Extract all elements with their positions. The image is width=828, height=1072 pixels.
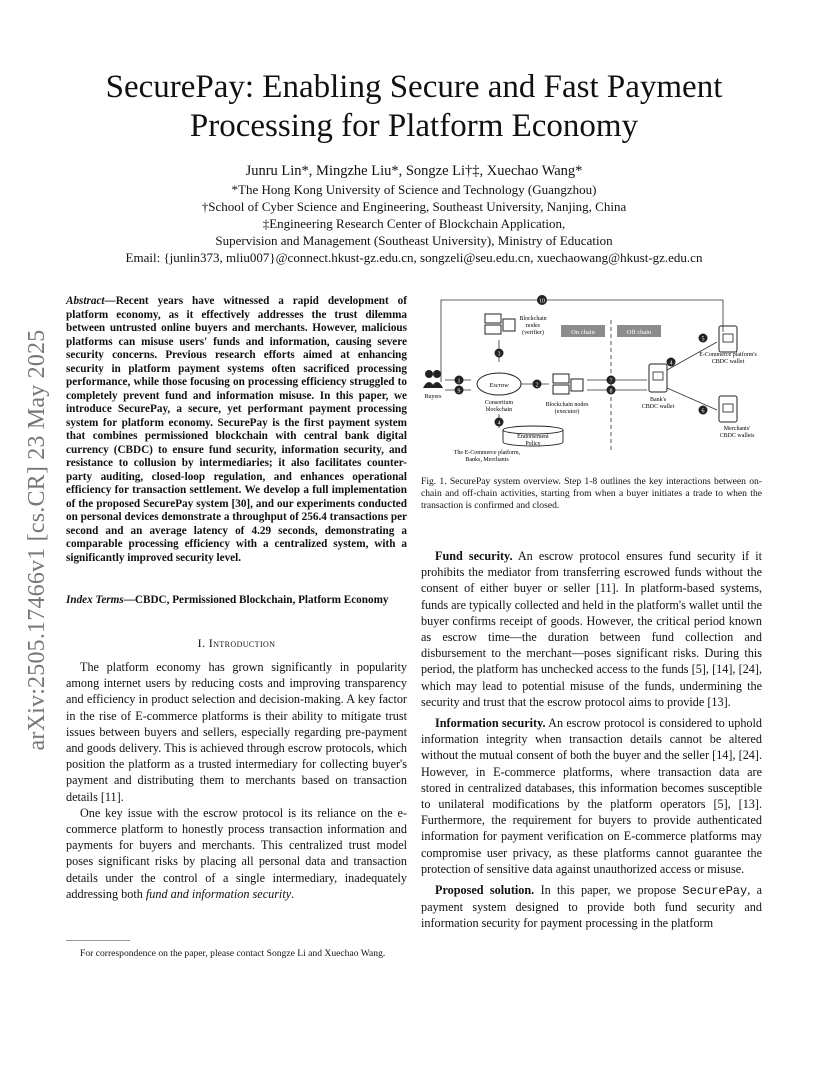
- footnote: [66, 948, 407, 960]
- affiliation-1: *The Hong Kong University of Science and Technology (Guangzhou): [231, 182, 597, 197]
- footnote-rule: [66, 940, 130, 941]
- fig-escrow-label: Escrow: [489, 382, 509, 389]
- footnote-text: For correspondence on the paper, please contact Songze Li and Xuechao Wang.: [80, 948, 386, 959]
- svg-text:Banks, Merchants: Banks, Merchants: [465, 457, 509, 463]
- fig-buyers-label: Buyers: [424, 394, 442, 400]
- title-line-2: Processing for Platform Economy: [189, 108, 639, 144]
- affiliation-4: Supervision and Management (Southeast University), Ministry of Education: [215, 233, 613, 248]
- proposed-solution-text-2: , a payment system designed to provide both fund security and information security for payment processing in the platform: [421, 883, 762, 931]
- svg-text:(executor): (executor): [554, 409, 580, 415]
- fig-executor-nodes: [553, 374, 583, 394]
- information-security-heading: Information security.: [435, 716, 546, 731]
- right-column-body: [421, 548, 762, 937]
- svg-text:7: 7: [609, 378, 613, 385]
- arxiv-stamp: [22, 300, 52, 780]
- fig-executor-label: Blockchain nodes: [545, 402, 589, 408]
- author-list: Junru Lin*, Mingzhe Liu*, Songze Li†‡, Xuechao Wang*: [245, 163, 583, 179]
- svg-text:CBDC wallet: CBDC wallet: [711, 359, 745, 365]
- affiliation-2: †School of Cyber Science and Engineering, Southeast University, Nanjing, China: [201, 199, 627, 214]
- author-emails: Email: {junlin373, mliu007}@connect.hkust-gz.edu.cn, songzeli@seu.edu.cn, xuechaowang@hkust-gz.edu.cn: [125, 250, 703, 265]
- securepay-name: SecurePay: [682, 884, 748, 899]
- fig-verifier-label: Blockchain: [519, 316, 547, 322]
- index-terms: [66, 594, 407, 608]
- svg-text:9: 9: [457, 388, 461, 395]
- paper-title: [60, 68, 768, 146]
- svg-text:4: 4: [669, 360, 673, 367]
- fig-on-chain-label: On chain: [571, 329, 595, 336]
- svg-text:(verifier): (verifier): [522, 330, 544, 336]
- svg-text:CBDC wallets: CBDC wallets: [719, 433, 755, 439]
- fig-ecommerce-wallet-label: E-Commerce platform's: [699, 352, 757, 358]
- fig-endorsement-db: [503, 426, 563, 434]
- svg-text:nodes: nodes: [526, 323, 540, 329]
- svg-text:Policy: Policy: [525, 441, 541, 447]
- proposed-solution-text-1: In this paper, we propose: [534, 883, 683, 898]
- svg-text:6: 6: [701, 408, 705, 415]
- fig-bank-wallet-label: Bank's: [649, 397, 667, 403]
- introduction-body: [66, 659, 407, 902]
- fig-merchants-wallet-icon: [719, 396, 737, 422]
- fund-security-text: An escrow protocol ensures fund security if it prohibits the mediator from transferring escrowed funds without the consent of either buyer or seller [11]. In platform-based systems, funds are typically collected and held in the platform's wallet until the buyer confirms receipt of goods. However, the critical period known as escrow time—the duration between fund collection and disbursement to the merchant—poses significant risks. During this period, the platform has unchecked access to the funds [5], [14], [24], which may lead to potential misuse of the funds, undermining the security and trust that the escrow protocol aims to provide [13].: [421, 549, 762, 709]
- proposed-solution-paragraph: [421, 882, 762, 932]
- svg-text:3: 3: [497, 351, 501, 358]
- intro-paragraph-2-emphasis: fund and information security: [145, 886, 292, 901]
- fig-consortium-label: Consortium: [484, 400, 514, 406]
- fig-endorsement-label: Endorsement: [517, 434, 549, 440]
- svg-text:8: 8: [609, 388, 613, 395]
- figure-caption: Fig. 1. SecurePay system overview. Step 1-8 outlines the key interactions between on-chain and off-chain activities, starting from when a buyer initiates a trade to when the transaction is confirmed and closed.: [421, 476, 762, 511]
- information-security-text: An escrow protocol is considered to uphold information integrity when transaction details cannot be altered without the mutual consent of both the buyer and the seller [14], [24]. However, in E-commerce platforms, where transaction data are stored in centralized databases, this information becomes susceptible to unilateral modifications by the platform operators [5], [13]. Furthermore, the requirement for buyers to provide authenticated information for payment verification on E-commerce platforms may compromise user privacy, as these platforms cannot guarantee the protection of sensitive data against unauthorized access or misuse.: [421, 716, 763, 876]
- proposed-solution-heading: Proposed solution.: [435, 883, 535, 898]
- intro-paragraph-2-end: .: [291, 886, 295, 901]
- abstract-text: —Recent years have witnessed a rapid development of platform economy, as it effectively addresses the trust dilemma between untrusted online buyers and merchants. However, malicious platforms can misuse users' funds and information, causing severe security concerns. Previous research efforts aimed at enhancing security in platform payment systems often sacrificed processing performance, while those focusing on processing efficiency struggled to completely prevent fund and information misuse. In this paper, we introduce SecurePay, a secure, yet performant payment processing system for platform economy. SecurePay is the first payment system that combines permissioned blockchain with central bank digital currency (CBDC) to ensure fund security, information security, and resistance to collusion by intermediaries; it also facilitates counter-party auditing, closed-loop regulation, and enhances operational efficiency for transaction settlement. We develop a full implementation of the proposed SecurePay system [30], and our experiments conducted on personal devices demonstrate a throughput of 256.4 transactions per second and an average latency of 4.29 seconds, demonstrating a comparable processing efficiency with a centralized system, with a significantly improved security level.: [66, 295, 408, 564]
- fig-ecommerce-wallet-icon: [719, 326, 737, 352]
- fig-off-chain-label: Off chain: [626, 329, 652, 336]
- fig-buyers-icon: [423, 370, 443, 388]
- information-security-paragraph: [421, 715, 762, 877]
- svg-text:2: 2: [535, 382, 539, 389]
- svg-text:1: 1: [457, 378, 461, 385]
- svg-text:4: 4: [497, 420, 501, 427]
- intro-paragraph-1: The platform economy has grown significantly in popularity among internet users by reducing costs and improving transparency and efficiency in product selection and decision-making. A key factor in the rise of E-commerce platforms is their ability to mitigate trust issues between buyers and sellers, especially regarding pre-payment and goods delivery. This is achieved through escrow protocols, which position the platform as a trusted intermediary for collecting buyer's payment and distributing them to merchants based on transaction details [11].: [66, 660, 407, 804]
- index-terms-text: —CBDC, Permissioned Blockchain, Platform Economy: [123, 594, 389, 606]
- fig-merchants-wallet-label: Merchants': [723, 426, 751, 432]
- arxiv-stamp-text: arXiv:2505.17466v1 [cs.CR] 23 May 2025: [24, 329, 50, 751]
- fund-security-paragraph: [421, 548, 762, 710]
- index-terms-label: Index Terms: [66, 594, 124, 606]
- title-line-1: SecurePay: Enabling Secure and Fast Payment: [105, 69, 723, 105]
- affiliation-3: ‡Engineering Research Center of Blockchain Application,: [262, 216, 566, 231]
- svg-text:10: 10: [539, 298, 545, 305]
- intro-paragraph-2-text: One key issue with the escrow protocol is its reliance on the e-commerce platform to honestly process transaction information and payments for buyers and merchants. This centralized trust model poses significant risks by placing all personal data and transaction details under the control of a single intermediary, inadequately addressing both: [66, 805, 407, 901]
- svg-text:5: 5: [701, 336, 705, 343]
- fig-verifier-nodes: [485, 314, 515, 334]
- intro-paragraph-2: [66, 805, 407, 902]
- svg-text:CBDC wallet: CBDC wallet: [641, 404, 675, 410]
- abstract: [66, 295, 407, 565]
- svg-text:blockchain: blockchain: [485, 407, 513, 413]
- fund-security-heading: Fund security.: [435, 549, 513, 563]
- fig-parties-label: The E-Commerce platform,: [453, 450, 521, 456]
- abstract-label: Abstract: [66, 295, 105, 307]
- fig-loop-arrow: [441, 300, 723, 382]
- fig-bank-wallet-icon: [649, 364, 667, 392]
- figure-system-overview: [421, 292, 766, 464]
- section-heading-introduction: I. Introduction: [197, 636, 276, 650]
